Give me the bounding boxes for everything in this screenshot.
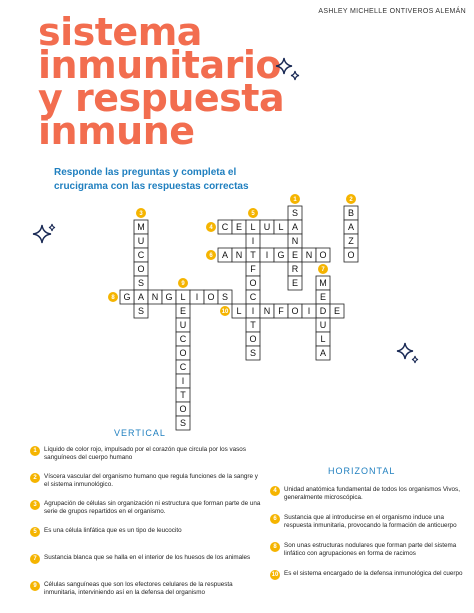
crossword-letter: T: [250, 250, 256, 260]
clue-text: Agrupación de células sin organización ni estructura que forman parte de una serie de grupos repartidos en el organismo.: [44, 500, 261, 515]
crossword-letter: M: [137, 222, 145, 232]
crossword-letter: A: [137, 292, 145, 302]
clue-text: Víscera vascular del organismo humano que regula funciones de la sangre y el sistema inmunológico.: [44, 473, 258, 488]
instructions: Responde las preguntas y completa el crucigrama con las respuestas correctas: [54, 167, 249, 192]
crossword-letter: I: [195, 292, 199, 302]
crossword-letter: S: [137, 278, 145, 288]
clue-number-badge: 9: [30, 581, 40, 591]
title-line: inmunitario: [38, 43, 281, 87]
crossword-letter: L: [236, 306, 242, 316]
clue-number: 1: [293, 197, 297, 204]
crossword-letter: T: [250, 320, 256, 330]
crossword-letter: E: [333, 306, 341, 316]
crossword-letter: U: [179, 320, 187, 330]
crossword-letter: O: [249, 334, 257, 344]
crossword-letter: O: [179, 348, 187, 358]
clue-number-badge: 5: [30, 527, 40, 537]
crossword-letter: E: [235, 222, 243, 232]
clue-text: Líquido de color rojo, impulsado por el corazón que circula por los vasos sanguíneos del cuerpo humano: [44, 446, 246, 461]
crossword-letter: O: [347, 250, 355, 260]
crossword-letter: N: [291, 236, 299, 246]
clue-text: Son unas estructuras nodulares que forman parte del sistema linfático con agrupaciones en forma de racimos: [284, 542, 457, 557]
clue-number: 9: [181, 281, 185, 288]
crossword-letter: C: [137, 250, 145, 260]
crossword-letter: N: [235, 250, 243, 260]
crossword-letter: A: [291, 222, 299, 232]
crossword-letter: S: [179, 418, 187, 428]
author-name: ASHLEY MICHELLE ONTIVEROS ALEMÁN: [318, 8, 466, 15]
clue-number: 10: [221, 309, 229, 316]
crossword-letter: C: [179, 334, 187, 344]
clue-text: Unidad anatómica fundamental de todos los organismos Vivos, generalmente microscópica.: [284, 486, 460, 501]
crossword-letter: U: [263, 222, 271, 232]
crossword-letter: G: [123, 292, 131, 302]
crossword-letter: F: [250, 264, 256, 274]
crossword-letter: L: [278, 222, 284, 232]
crossword-letter: U: [137, 236, 145, 246]
crossword-letter: I: [307, 306, 311, 316]
crossword-letter: U: [319, 320, 327, 330]
clue-number-badge: 6: [270, 514, 280, 524]
crossword-letter: S: [249, 348, 257, 358]
crossword-letter: A: [221, 250, 229, 260]
clue-text: Es una célula linfática que es un tipo de leucocito: [44, 527, 182, 534]
clue-text: Sustancia blanca que se halla en el interior de los huesos de los animales: [44, 554, 251, 561]
crossword-letter: S: [291, 208, 299, 218]
clue-text: Es el sistema encargado de la defensa inmunológica del cuerpo: [284, 570, 463, 577]
clue-number-badge: 7: [30, 554, 40, 564]
clue-number: 4: [209, 225, 213, 232]
clue-number: 5: [251, 211, 255, 218]
crossword-letter: O: [207, 292, 215, 302]
clue-number: 3: [139, 211, 143, 218]
clue-number-badge: 4: [270, 486, 280, 496]
title-line: inmune: [38, 109, 195, 153]
clue-number-badge: 2: [30, 473, 40, 483]
clue-number: 7: [321, 267, 325, 274]
crossword-letter: A: [347, 222, 355, 232]
crossword-letter: S: [137, 306, 145, 316]
crossword-letter: I: [265, 250, 269, 260]
crossword-letter: M: [319, 278, 327, 288]
crossword-letter: C: [221, 222, 229, 232]
crossword-letter: C: [249, 292, 257, 302]
crossword-letter: S: [221, 292, 229, 302]
crossword-letter: O: [319, 250, 327, 260]
crossword-letter: E: [319, 292, 327, 302]
crossword-letter: I: [181, 376, 185, 386]
crossword-letter: N: [263, 306, 271, 316]
clue-text: Sustancia que al introducirse en el organismo induce una respuesta inmunitaria, provocando la formación de anticuerpo: [284, 514, 457, 529]
crossword-letter: E: [291, 250, 299, 260]
crossword-letter: I: [251, 306, 255, 316]
clue-number-badge: 10: [271, 572, 279, 578]
crossword-letter: L: [180, 292, 186, 302]
clue-number-badge: 3: [30, 500, 40, 510]
crossword-letter: F: [278, 306, 284, 316]
crossword-letter: I: [251, 236, 255, 246]
clue-number: 2: [349, 197, 353, 204]
title-line: y respuesta: [38, 76, 285, 120]
clue-number: 8: [111, 295, 115, 302]
crossword-letter: L: [320, 334, 326, 344]
crossword-letter: L: [250, 222, 256, 232]
clue-number-badge: 1: [30, 446, 40, 456]
crossword-letter: C: [179, 362, 187, 372]
crossword-letter: O: [249, 278, 257, 288]
clue-number: 6: [209, 253, 213, 260]
vertical-heading: VERTICAL: [114, 428, 166, 438]
crossword-letter: O: [179, 404, 187, 414]
crossword-letter: A: [319, 348, 327, 358]
crossword-letter: G: [165, 292, 173, 302]
crossword-letter: E: [179, 306, 187, 316]
horizontal-heading: HORIZONTAL: [328, 466, 396, 476]
title-line: sistema: [38, 10, 202, 54]
clue-number-badge: 8: [270, 542, 280, 552]
crossword-letter: R: [291, 264, 299, 274]
crossword-letter: N: [151, 292, 159, 302]
crossword-letter: Z: [348, 236, 354, 246]
crossword-letter: B: [347, 208, 355, 218]
crossword-letter: D: [319, 306, 327, 316]
crossword-letter: O: [137, 264, 145, 274]
crossword-letter: N: [305, 250, 313, 260]
crossword-letter: O: [291, 306, 299, 316]
clue-text: Células sanguíneas que son los efectores celulares de la respuesta inmunitaria, interviniendo así en la defensa del organismo: [44, 581, 233, 596]
crossword-letter: E: [291, 278, 299, 288]
crossword-letter: G: [277, 250, 285, 260]
crossword-letter: T: [180, 390, 186, 400]
